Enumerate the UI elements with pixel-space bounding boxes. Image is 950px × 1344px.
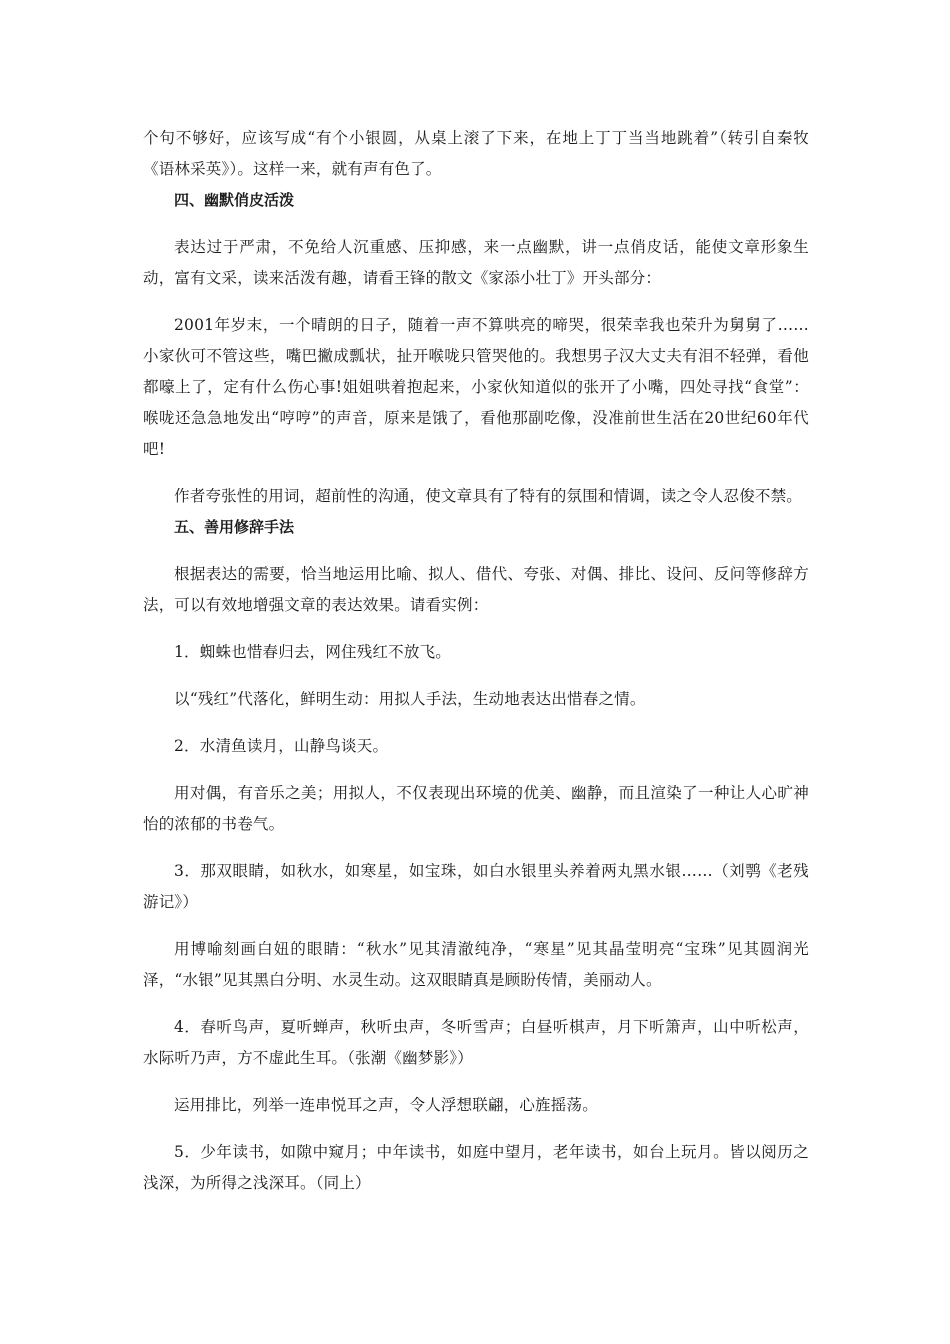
- paragraph-humor-excerpt: 2001年岁末，一个晴朗的日子，随着一声不算哄亮的啼哭，很荣幸我也荣升为舅舅了……小家伙可不管这些，嘴巴撇成瓢状，扯开喉咙只管哭他的。我想男子汉大丈夫有泪不轻弹，看他都嚎上了，定有什么伤心事!姐姐哄着抱起来，小家伙知道似的张开了小嘴，四处寻找“食堂”：喉咙还急急地发出“哼哼”的声音，原来是饿了，看他那副吃像，没准前世生活在20世纪60年代吧!: [143, 316, 809, 458]
- paragraph-humor-intro: 表达过于严肃，不免给人沉重感、压抑感，来一点幽默，讲一点俏皮话，能使文章形象生动，富有文采，读来活泼有趣，请看王锋的散文《家添小壮丁》开头部分：: [143, 238, 809, 287]
- example-4-comment: 运用排比，列举一连串悦耳之声，令人浮想联翩，心旌摇荡。: [174, 1096, 598, 1114]
- document-page: [143, 123, 809, 1199]
- paragraph-rhetoric-intro: 根据表达的需要，恰当地运用比喻、拟人、借代、夸张、对偶、排比、设问、反问等修辞方法，可以有效地增强文章的表达效果。请看实例：: [143, 565, 809, 614]
- example-4: 4．春听鸟声，夏听蝉声，秋听虫声，冬听雪声；白昼听棋声，月下听箫声，山中听松声，水际听乃声，方不虚此生耳。（张潮《幽梦影》）: [143, 1018, 809, 1067]
- example-5: 5．少年读书，如隙中窥月；中年读书，如庭中望月，老年读书，如台上玩月。皆以阅历之浅深，为所得之浅深耳。（同上）: [143, 1143, 809, 1192]
- paragraph-continuation: 个句不够好，应该写成“有个小银圆，从桌上滚了下来，在地上丁丁当当地跳着”（转引自秦牧《语林采英》）。这样一来，就有声有色了。: [143, 129, 809, 178]
- example-3-comment: 用博喻刻画白妞的眼睛：“秋水”见其清澈纯净，“寒星”见其晶莹明亮“宝珠”见其圆润光泽，“水银”见其黑白分明、水灵生动。这双眼睛真是顾盼传情，美丽动人。: [143, 940, 809, 989]
- example-3: 3．那双眼睛，如秋水，如寒星，如宝珠，如白水银里头养着两丸黑水银……（刘鹗《老残游记》）: [143, 862, 809, 911]
- section-heading-5: 五、善用修辞手法: [174, 518, 295, 536]
- example-1: 1．蜘蛛也惜春归去，网住残红不放飞。: [174, 643, 451, 661]
- paragraph-humor-comment: 作者夸张性的用词，超前性的沟通，使文章具有了特有的氛围和情调，读之令人忍俊不禁。: [174, 487, 803, 505]
- example-2-comment: 用对偶，有音乐之美；用拟人，不仅表现出环境的优美、幽静，而且渲染了一种让人心旷神怡的浓郁的书卷气。: [143, 784, 809, 833]
- section-heading-4: 四、幽默俏皮活泼: [174, 191, 295, 209]
- example-2: 2．水清鱼读月，山静鸟谈天。: [174, 737, 389, 755]
- example-1-comment: 以“残红”代落化，鲜明生动：用拟人手法，生动地表达出惜春之情。: [174, 690, 646, 708]
